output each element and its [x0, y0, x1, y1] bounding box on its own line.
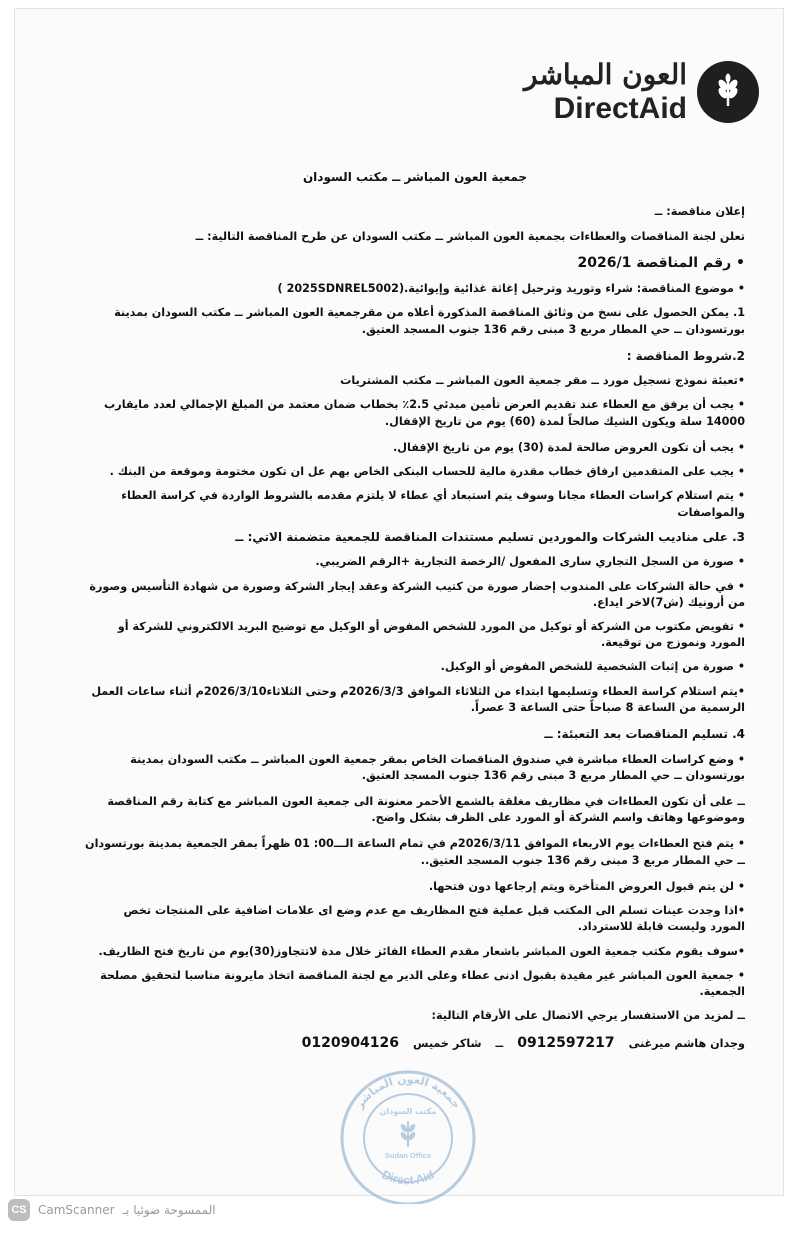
contact-list — [85, 1033, 745, 1053]
condition-bid-bond: • يجب أن يرفق مع العطاء عند تقديم العرض تأمين مبدئي 2.5٪ بخطاب ضمان معتمد من المبلغ الإجمالي لعدد مايقارب 14000 سلة ويكون الشيك صالحاً لمدة (60) يوم من تاريخ الإقفال. — [104, 398, 745, 428]
condition-validity: • يجب أن تكون العروض صالحة لمدة (30) يوم من تاريخ الإقفال. — [393, 440, 745, 454]
stamp-arabic-office: مكتب السودان — [379, 1107, 437, 1116]
contact-separator: ــ — [495, 1036, 504, 1050]
document-page — [14, 8, 784, 1196]
logo-english: DirectAid — [553, 92, 687, 125]
condition-free-documents: • يتم استلام كراسات العطاء مجانا وسوف يتم استبعاد أي عطاء لا يلتزم مقدمه بالشروط الواردة في كراسة العطاء والمواصفات — [121, 489, 745, 519]
doc-identity: • صورة من إثبات الشخصية للشخص المفوض أو الوكيل. — [440, 660, 745, 674]
contact-phone[interactable]: 0912597217 — [517, 1034, 615, 1051]
stamp-wheat-icon — [399, 1121, 416, 1147]
stamp-arabic-name: جمعية العون المباشر — [352, 1072, 464, 1112]
contact-name: شاكر خميس — [413, 1036, 482, 1050]
doc-authorization: • تفويض مكتوب من الشركة أو توكيل من المورد للشخص المفوض أو الوكيل مع توضيح البريد الالكتروني للشركة أو المورد ونموزج من توقيعة. — [117, 619, 745, 650]
camscanner-label: CamScanner — [38, 1203, 115, 1217]
org-title: جمعية العون المباشر ــ مكتب السودان — [302, 170, 528, 184]
logo-text — [524, 58, 687, 126]
required-documents-heading: 3. على مناديب الشركات والموردين تسليم مستندات المناقصة للجمعية متضمنة الاتي: ــ — [235, 529, 745, 544]
tender-subject: • موضوع المناقصة: شراء وتوريد وترحيل إغاثة غذائية وإيوائية.(2025SDNREL5002 ) — [277, 282, 745, 296]
late-bids: • لن يتم قبول العروض المتأخرة ويتم إرجاعها دون فتحها. — [428, 879, 745, 893]
official-stamp — [333, 1064, 483, 1204]
submission-box: • وضع كراسات العطاء مباشرة في صندوق المناقصات الخاص بمقر جمعية العون المباشر ــ مكتب السودان بمدينة بورتسودان ــ حي المطار مربع 3 مبنى رقم 136 جنوب المسجد العتيق. — [130, 752, 745, 782]
announcement-label: إعلان مناقصة: ــ — [654, 205, 745, 219]
condition-registration: •تعبئة نموذج تسجيل مورد ــ مقر جمعية العون المباشر ــ مكتب المشتريات — [340, 374, 745, 388]
doc-commercial-register: • صورة من السجل التجاري سارى المفعول /الرخصة التجارية +الرقم الضريبي. — [315, 555, 745, 569]
camscanner-prefix: الممسوحة ضوئيا بـ — [122, 1203, 216, 1217]
tender-number: • رقم المناقصة 2026/1 — [577, 254, 745, 271]
doc-collection-period: •يتم استلام كراسة العطاء وتسليمها ابتداء من الثلاثاء الموافق 2026/3/3م وحتى الثلاثاء2026/3/10م أثناء ساعات العمل الرسمية من الساعة 8 صباحاً حتى الساعة 3 عصراً. — [91, 684, 745, 714]
camscanner-icon: CS — [8, 1199, 30, 1221]
stamp-english-office: Sudan Office — [384, 1151, 432, 1160]
winner-notification: •سوف يقوم مكتب جمعية العون المباشر باشعار مقدم العطاء الفائز خلال مدة لاتتجاوز(30)يوم من تاريخ فتح الظاريف. — [98, 944, 745, 958]
submission-heading: 4. تسليم المناقصات بعد التعبئة: ــ — [544, 727, 745, 742]
wheat-icon — [697, 61, 759, 123]
contact-phone[interactable]: 0120904126 — [301, 1034, 400, 1051]
svg-text:Direct Aid — [380, 1167, 437, 1187]
document-source-item: 1. يمكن الحصول على نسخ من وثائق المناقصة المذكورة أعلاه من مقرجمعية العون المباشر ــ مكتب السودان بمدينة بورتسودان ــ حي المطار مربع 3 مبنى رقم 136 جنوب المسجد العتيق. — [114, 306, 745, 336]
logo-arabic: العون المباشر — [524, 58, 687, 91]
condition-bank-letter: • يجب على المتقدمين ارفاق خطاب مقدرة مالية للحساب البنكى الخاص بهم عل ان تكون مختومة وموقعة من البنك . — [109, 465, 745, 479]
conditions-heading: 2.شروط المناقصة : — [626, 348, 745, 363]
org-logo — [459, 37, 759, 147]
camscanner-watermark — [8, 1198, 216, 1222]
contact-name: وجدان هاشم ميرغنى — [628, 1036, 745, 1050]
submission-envelopes: ــ على أن تكون العطاءات في مظاريف مغلقة بالشمع الأحمر معنونة الى جمعية العون المباشر مع كتابة رقم المناقصة وموضوعها وهاتف واسم الشركة أو المورد على الظرف بشكل واضح. — [107, 795, 745, 825]
inquiry-text: ــ لمزيد من الاستفسار يرجي الاتصال على الأرقام التالية: — [431, 1009, 745, 1023]
intro-text: تعلن لجنة المناقصات والعطاءات بجمعية العون المباشر ــ مكتب السودان عن طرح المناقصة التالية: ــ — [195, 229, 745, 243]
lowest-bid-clause: • جمعية العون المباشر غير مقيدة بقبول ادنى عطاء وعلى الدير مع لجنة المناقصة اتخاذ مايرونة مناسبا لتحقيق مصلحة الجمعية. — [100, 968, 745, 999]
samples-note: •اذا وجدت عينات تسلم الى المكتب قبل عملية فتح المظاريف مع عدم وضع اى علامات اضافية على المنتجات تخص المورد وليست قابلة للاسترداد. — [123, 904, 745, 934]
stamp-english-name: Direct Aid — [379, 1167, 437, 1188]
tender-announcement — [85, 159, 745, 1053]
doc-company-papers: • في حالة الشركات على المندوب إحضار صورة من كتيب الشركة وعقد إيجار الشركة وصورة من شهادة التأسيس وصورة من أرونيك (ش7)لاخر ايداع. — [89, 579, 745, 609]
bid-opening: • يتم فتح العطاءات يوم الاربعاء الموافق 2026/3/11م في تمام الساعة الـــ00: 01 ظهراً بمقر الجمعية بمدينة بورتسودان ــ حي المطار مربع 3 مبنى رقم 136 جنوب المسجد العتيق.. — [85, 837, 745, 867]
